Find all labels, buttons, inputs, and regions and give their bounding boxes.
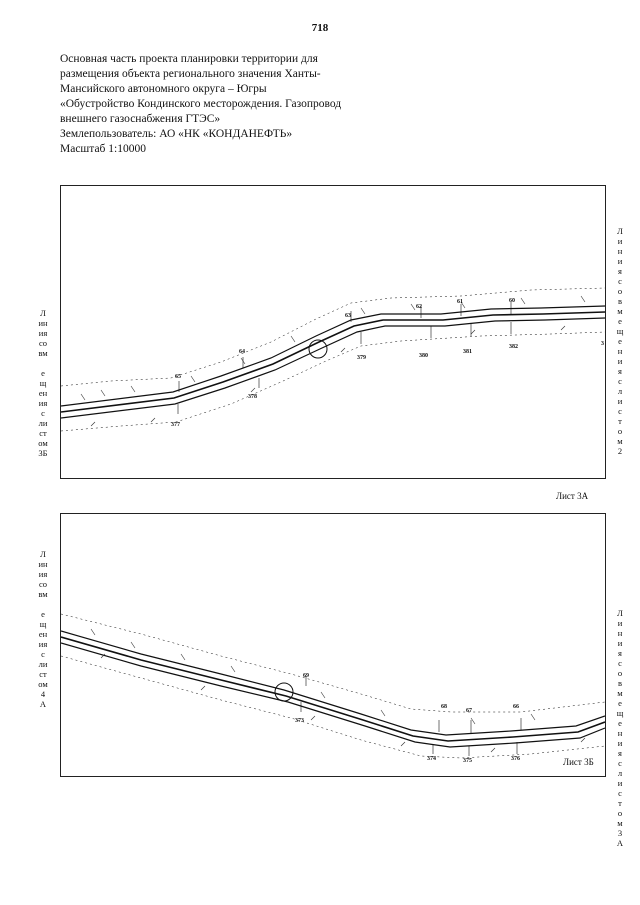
match-label-char: т: [618, 416, 622, 426]
match-label-char: с: [618, 658, 622, 668]
match-label-char: я: [618, 366, 622, 376]
match-label-char: 3: [617, 828, 623, 838]
match-label-char: м: [617, 436, 623, 446]
match-label-char: и: [617, 738, 623, 748]
match-label-char: Л: [617, 608, 623, 618]
match-label-char: я: [618, 648, 622, 658]
point-label: 63: [345, 313, 351, 319]
match-label-char: о: [617, 808, 623, 818]
point-label: 381: [463, 349, 472, 355]
match-label-char: и: [617, 396, 623, 406]
match-label-char: ин: [38, 559, 48, 569]
sheet-a-pipeline-drawing: [61, 186, 605, 478]
sheet-a-label: Лист 3А: [556, 491, 589, 501]
match-label-char: м: [617, 306, 623, 316]
match-label-char: е: [618, 698, 622, 708]
match-label-char: ия: [38, 639, 48, 649]
match-label-char: в: [617, 678, 622, 688]
match-label-char: н: [617, 346, 623, 356]
match-label-char: и: [617, 778, 623, 788]
match-label-char: о: [617, 668, 623, 678]
match-label-char: я: [618, 748, 622, 758]
match-label-char: я: [618, 266, 622, 276]
point-label: 67: [466, 708, 472, 714]
match-label-char: е: [41, 609, 45, 619]
point-label: 69: [303, 673, 309, 679]
match-label-char: ст: [39, 428, 47, 438]
match-label-char: щ: [39, 378, 47, 388]
match-label-char: 2: [617, 446, 623, 456]
point-label: 60: [509, 298, 515, 304]
sheet-b-pipeline-drawing: [61, 514, 605, 776]
point-label: 66: [513, 704, 519, 710]
point-label: 376: [511, 756, 520, 762]
point-label: 62: [416, 304, 422, 310]
match-label-char: щ: [616, 708, 624, 718]
point-label: 377: [171, 422, 180, 428]
match-label-char: с: [618, 406, 622, 416]
match-label-char: Л: [617, 226, 623, 236]
match-label-char: в: [617, 296, 622, 306]
point-label: 374: [427, 756, 436, 762]
match-label-char: [36, 599, 50, 609]
match-label-char: н: [617, 728, 623, 738]
match-label-char: ен: [38, 629, 48, 639]
point-label: 65: [175, 374, 181, 380]
point-label: 378: [248, 394, 257, 400]
match-label-char: вм: [38, 348, 48, 358]
header-line: Землепользователь: АО «НК «КОНДАНЕФТЬ»: [60, 128, 293, 140]
match-label-char: со: [38, 579, 48, 589]
match-label-char: Л: [40, 549, 46, 559]
match-label-char: е: [618, 718, 622, 728]
match-label-char: ли: [38, 418, 48, 428]
match-label-char: н: [617, 246, 623, 256]
match-label-char: и: [617, 236, 623, 246]
match-label-char: А: [39, 699, 47, 709]
sheet-a-map: [60, 185, 606, 479]
match-label-char: с: [41, 649, 45, 659]
match-label-char: л: [617, 386, 623, 396]
match-label-char: ия: [38, 398, 48, 408]
match-label-char: о: [617, 286, 623, 296]
match-label-char: со: [38, 338, 48, 348]
match-label-char: м: [617, 688, 623, 698]
match-label-char: с: [41, 408, 45, 418]
match-label-char: т: [618, 798, 622, 808]
match-label-char: ия: [38, 328, 48, 338]
match-label-char: и: [617, 256, 623, 266]
match-label-char: с: [618, 788, 622, 798]
point-label: 379: [357, 355, 366, 361]
match-label-char: с: [618, 276, 622, 286]
match-label-char: м: [617, 818, 623, 828]
match-label-char: ст: [39, 669, 47, 679]
sheet-b-map: [60, 513, 606, 777]
header-line: Основная часть проекта планировки территории для: [60, 53, 318, 65]
match-label-char: щ: [616, 326, 624, 336]
sheet-a-left-match-label: [36, 308, 50, 458]
match-label-char: с: [618, 758, 622, 768]
point-label: 380: [419, 353, 428, 359]
match-label-char: и: [617, 356, 623, 366]
header-line: размещения объекта регионального значения Ханты-: [60, 68, 321, 80]
sheet-a-right-match-label: [613, 226, 627, 456]
point-label: 3: [601, 341, 604, 347]
header-line: Мансийского автономного округа – Югры: [60, 83, 267, 95]
point-label: 68: [441, 704, 447, 710]
match-label-char: и: [617, 618, 623, 628]
sheet-b-label: Лист 3Б: [563, 757, 594, 767]
sheet-b-left-match-label: [36, 549, 50, 709]
match-label-char: 3Б: [38, 448, 48, 458]
match-label-char: н: [617, 628, 623, 638]
point-label: 373: [295, 718, 304, 724]
match-label-char: ин: [38, 318, 48, 328]
point-label: 61: [457, 299, 463, 305]
point-label: 64: [239, 349, 245, 355]
match-label-char: с: [618, 376, 622, 386]
point-label: 375: [463, 758, 472, 764]
match-label-char: ен: [38, 388, 48, 398]
match-label-char: и: [617, 638, 623, 648]
match-label-char: А: [616, 838, 624, 848]
match-label-char: е: [41, 368, 45, 378]
match-label-char: Л: [40, 308, 46, 318]
match-label-char: ом: [38, 438, 48, 448]
match-label-char: ия: [38, 569, 48, 579]
match-label-char: ом: [38, 679, 48, 689]
header-line: Масштаб 1:10000: [60, 143, 146, 155]
header-line: «Обустройство Кондинского месторождения. Газопровод: [60, 98, 342, 110]
match-label-char: е: [618, 316, 622, 326]
page-number: 718: [311, 22, 329, 34]
match-label-char: л: [617, 768, 623, 778]
sheet-b-right-match-label: [613, 608, 627, 848]
match-label-char: вм: [38, 589, 48, 599]
match-label-char: щ: [39, 619, 47, 629]
point-label: 382: [509, 344, 518, 350]
match-label-char: [36, 358, 50, 368]
header-line: внешнего газоснабжения ГТЭС»: [60, 113, 221, 125]
match-label-char: 4: [40, 689, 46, 699]
match-label-char: ли: [38, 659, 48, 669]
document-header: [60, 52, 400, 157]
match-label-char: о: [617, 426, 623, 436]
match-label-char: е: [618, 336, 622, 346]
